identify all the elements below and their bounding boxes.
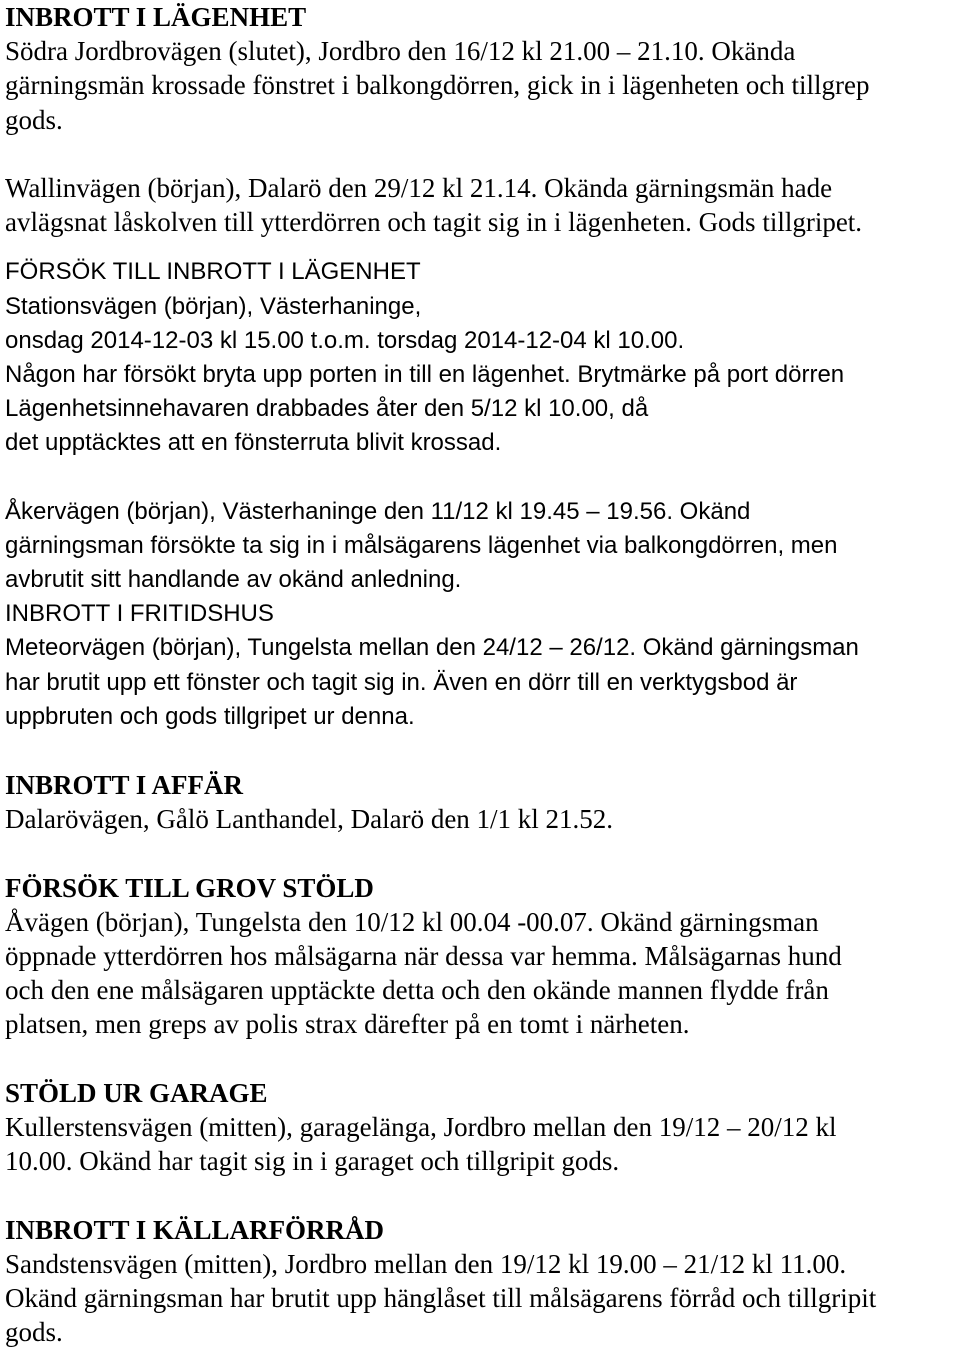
report-line: Okänd gärningsman har brutit upp hänglåset till målsägarens förråd och tillgripit [5, 1282, 877, 1313]
section-heading: INBROTT I KÄLLARFÖRRÅD [5, 1214, 385, 1245]
report-line: Lägenhetsinnehavaren drabbades åter den 5/12 kl 10.00, då [5, 395, 649, 423]
report-line: Wallinvägen (början), Dalarö den 29/12 kl 21.14. Okända gärningsmän hade [5, 172, 833, 203]
report-line: gärningsmän krossade fönstret i balkongdörren, gick in i lägenheten och tillgrep [5, 70, 870, 101]
spacer [5, 460, 956, 494]
report-line: det upptäcktes att en fönsterruta blivit krossad. [5, 429, 502, 457]
section-heading: INBROTT I AFFÄR [5, 770, 244, 801]
report-line: Kullerstensvägen (mitten), garagelänga, Jordbro mellan den 19/12 – 20/12 kl [5, 1112, 837, 1142]
report-line: gods. [5, 104, 63, 135]
section-heading: FÖRSÖK TILL GROV STÖLD [5, 872, 374, 903]
spacer [5, 137, 956, 171]
report-line: Åvägen (början), Tungelsta den 10/12 kl 00.04 -00.07. Okänd gärningsman [5, 906, 819, 937]
spacer [5, 239, 956, 255]
report-line: och den ene målsägaren upptäckte detta och den okände mannen flydde från [5, 975, 829, 1006]
spacer [5, 837, 956, 871]
report-line: Dalarövägen, Gålö Lanthandel, Dalarö den 1/1 kl 21.52. [5, 804, 614, 835]
report-line: onsdag 2014-12-03 kl 15.00 t.o.m. torsdag 2014-12-04 kl 10.00. [5, 326, 685, 354]
report-line: 10.00. Okänd har tagit sig in i garaget och tillgripit gods. [5, 1146, 620, 1177]
section-heading: STÖLD UR GARAGE [5, 1077, 268, 1108]
report-line: gärningsman försökte ta sig in i målsägarens lägenhet via balkongdörren, men [5, 531, 838, 559]
report-line: avlägsnat låskolven till ytterdörren och tagit sig in i lägenheten. Gods tillgripet. [5, 207, 863, 238]
report-line: Stationsvägen (början), Västerhaninge, [5, 292, 422, 320]
report-line: öppnade ytterdörren hos målsägarna när dessa var hemma. Målsägarnas hund [5, 941, 842, 972]
report-line: uppbruten och gods tillgripet ur denna. [5, 702, 415, 730]
section-heading: INBROTT I LÄGENHET [5, 2, 307, 32]
report-line: avbrutit sitt handlande av okänd anledning. [5, 566, 462, 593]
section-heading: FÖRSÖK TILL INBROTT I LÄGENHET [5, 258, 421, 286]
spacer [5, 1042, 956, 1076]
spacer [5, 734, 956, 768]
report-line: platsen, men greps av polis strax därefter på en tomt i närheten. [5, 1009, 690, 1040]
report-line: Åkervägen (början), Västerhaninge den 11/12 kl 19.45 – 19.56. Okänd [5, 497, 751, 525]
report-line: har brutit upp ett fönster och tagit sig in. Även en dörr till en verktygsbod är [5, 668, 798, 696]
report-line: Södra Jordbrovägen (slutet), Jordbro den 16/12 kl 21.00 – 21.10. Okända [5, 36, 796, 67]
section-heading: INBROTT I FRITIDSHUS [5, 600, 274, 628]
spacer [5, 1178, 956, 1212]
report-line: Någon har försökt bryta upp porten in till en lägenhet. Brytmärke på port dörren [5, 360, 845, 388]
report-line: Sandstensvägen (mitten), Jordbro mellan den 19/12 kl 19.00 – 21/12 kl 11.00. [5, 1248, 847, 1279]
report-line: gods. [5, 1317, 63, 1348]
report-line: Meteorvägen (början), Tungelsta mellan den 24/12 – 26/12. Okänd gärningsman [5, 634, 859, 662]
